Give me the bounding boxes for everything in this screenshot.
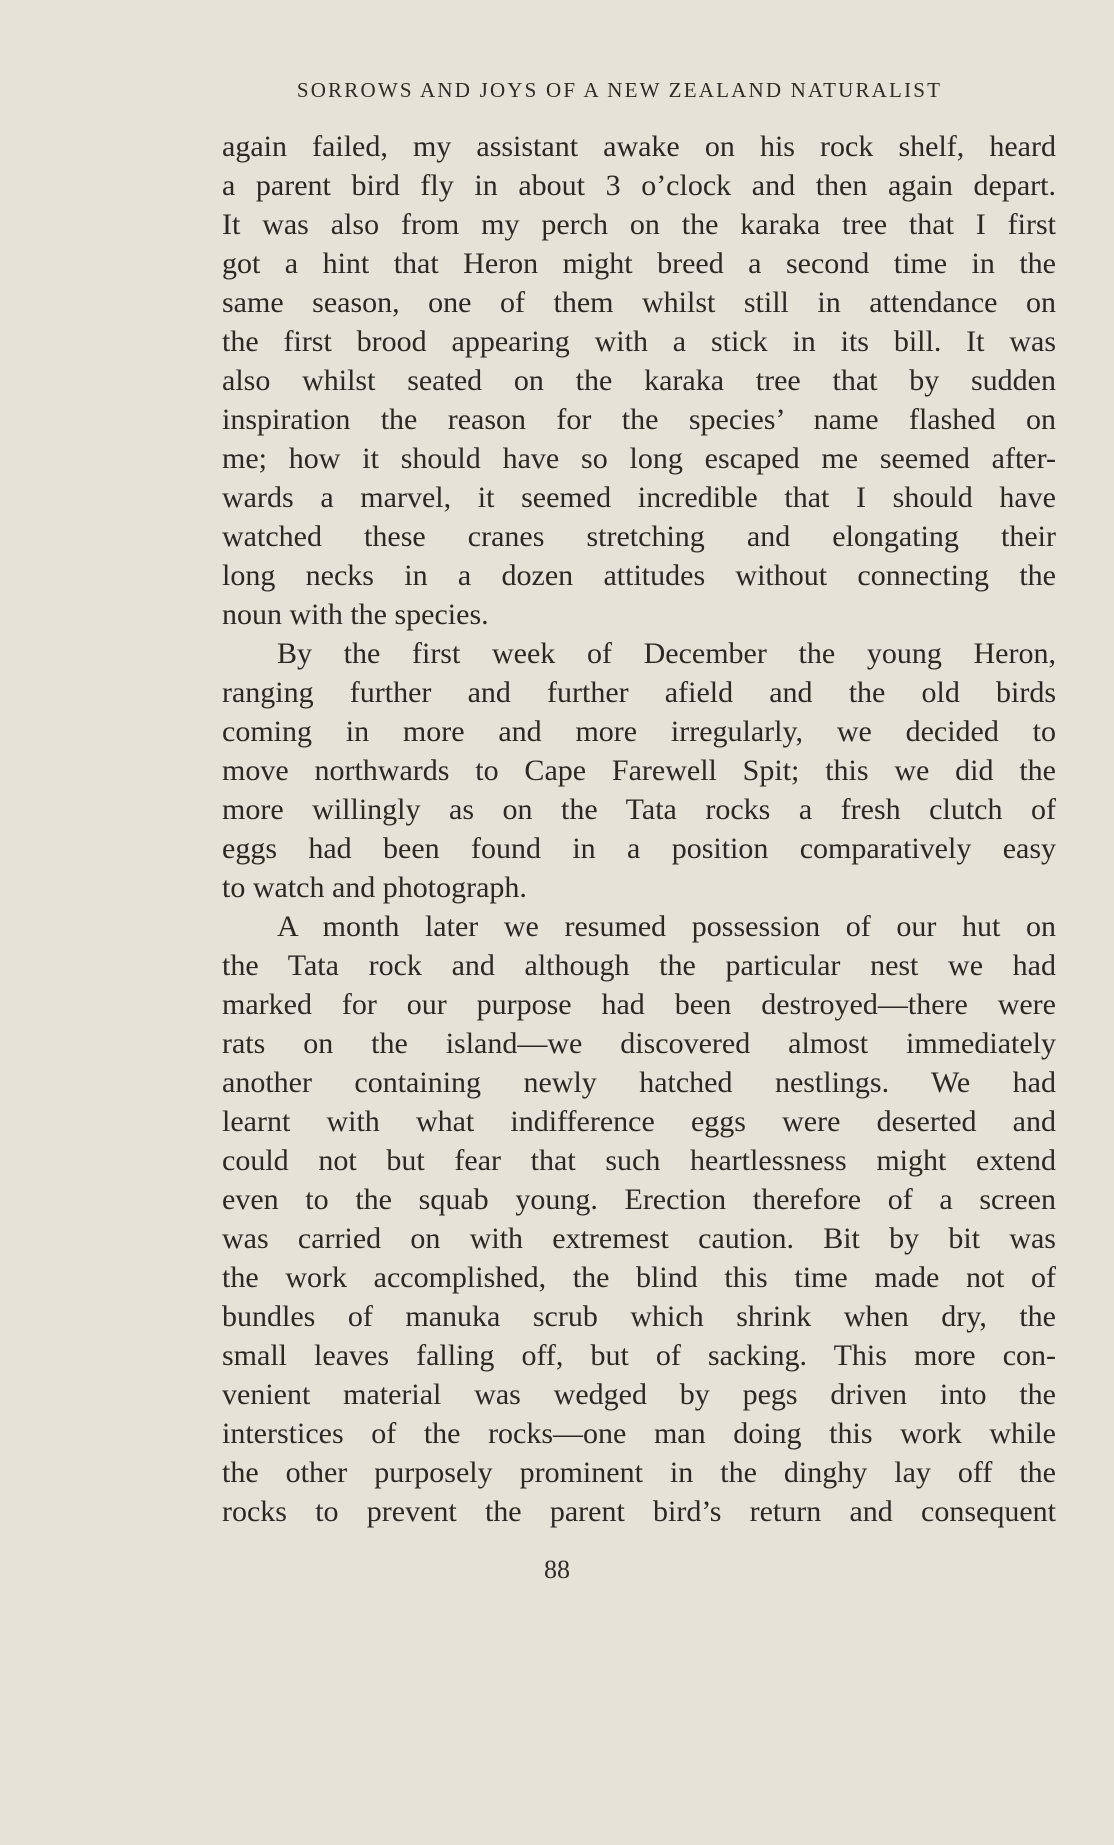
text-line: coming in more and more irregularly, we decided to — [222, 715, 1056, 748]
text-line: again failed, my assistant awake on his rock shelf, heard — [222, 130, 1056, 163]
text-line: to watch and photograph. — [222, 871, 527, 904]
text-line: venient material was wedged by pegs driven into the — [222, 1378, 1056, 1411]
text-line: wards a marvel, it seemed incredible that I should have — [222, 481, 1056, 514]
page-number: 88 — [544, 1555, 570, 1584]
text-line: ranging further and further afield and the old birds — [222, 676, 1056, 709]
text-line: could not but fear that such heartlessness might extend — [222, 1144, 1056, 1177]
text-line: even to the squab young. Erection therefore of a screen — [222, 1183, 1056, 1216]
text-line: inspiration the reason for the species’ name flashed on — [222, 403, 1056, 436]
text-line: more willingly as on the Tata rocks a fresh clutch of — [222, 793, 1056, 826]
running-head: SORROWS AND JOYS OF A NEW ZEALAND NATURALIST — [296, 78, 943, 102]
text-line: the Tata rock and although the particular nest we had — [222, 949, 1056, 982]
text-line: eggs had been found in a position comparatively easy — [222, 832, 1056, 865]
text-line: learnt with what indifference eggs were deserted and — [222, 1105, 1056, 1138]
text-line: small leaves falling off, but of sacking. This more con- — [222, 1339, 1056, 1372]
text-line: marked for our purpose had been destroyed—there were — [222, 988, 1056, 1021]
text-line: noun with the species. — [222, 598, 489, 631]
text-line: the other purposely prominent in the dinghy lay off the — [222, 1456, 1056, 1489]
text-line: me; how it should have so long escaped me seemed after- — [222, 442, 1056, 475]
text-line: rats on the island—we discovered almost immediately — [222, 1027, 1056, 1060]
body-text — [222, 127, 1056, 1531]
text-line: bundles of manuka scrub which shrink when dry, the — [222, 1300, 1056, 1333]
text-line: the first brood appearing with a stick in its bill. It was — [222, 325, 1056, 358]
text-line: the work accomplished, the blind this time made not of — [222, 1261, 1056, 1294]
text-line: another containing newly hatched nestlings. We had — [222, 1066, 1056, 1099]
text-line: interstices of the rocks—one man doing this work while — [222, 1417, 1056, 1450]
text-line: It was also from my perch on the karaka tree that I first — [222, 208, 1056, 241]
text-line: a parent bird fly in about 3 o’clock and then again depart. — [222, 169, 1056, 202]
text-line: move northwards to Cape Farewell Spit; this we did the — [222, 754, 1056, 787]
text-line: A month later we resumed possession of our hut on — [277, 910, 1056, 943]
text-line: same season, one of them whilst still in attendance on — [222, 286, 1056, 319]
text-line: By the first week of December the young Heron, — [277, 637, 1056, 670]
text-line: rocks to prevent the parent bird’s return and consequent — [222, 1495, 1056, 1528]
text-line: also whilst seated on the karaka tree that by sudden — [222, 364, 1056, 397]
text-line: got a hint that Heron might breed a second time in the — [222, 247, 1056, 280]
text-line: was carried on with extremest caution. Bit by bit was — [222, 1222, 1056, 1255]
text-line: long necks in a dozen attitudes without connecting the — [222, 559, 1056, 592]
text-line: watched these cranes stretching and elongating their — [222, 520, 1056, 553]
